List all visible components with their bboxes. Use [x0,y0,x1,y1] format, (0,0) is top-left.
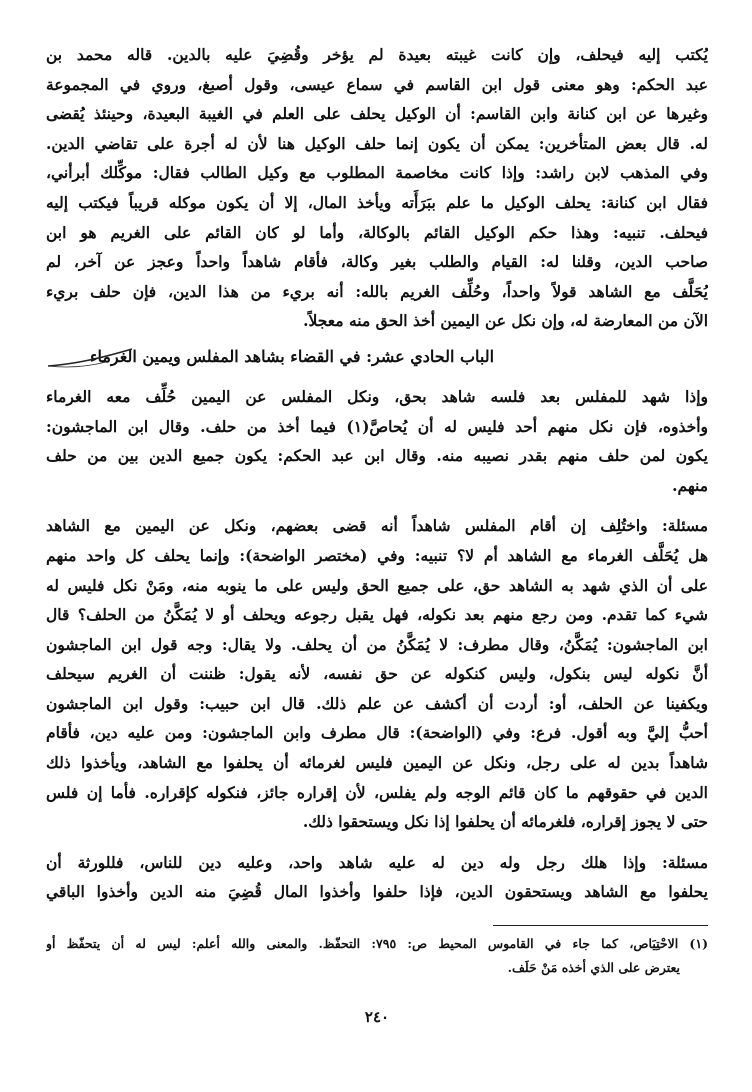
paragraph-2 [46,382,708,500]
text-line: أنَّ نكوله ليس بنكول، وليس كنكوله عن حق نفسه، لأنه يقول: ظننت أن الغريم سيحلف [46,664,708,684]
text-line: له. قال بعض المتأخرين: يمكن أن يكون إنما حلف الوكيل هنا لأن له أجرة على تقاضي الدين. [46,133,708,153]
footnote-line: يعترض على الذي أخذه مَنْ حَلَف. [507,960,680,976]
paragraph-gap [46,837,708,848]
text-line: فقال ابن كنانة: يحلف الوكيل ما علم ببَرَأَته ويأخذ المال، إلا أن يكون موكله قريباً فيكتب إليه [46,192,708,212]
text-line: حتى لا يجوز إقراره، فلغرمائه أن يحلفوا إذا نكل ويستحقوا ذلك. [302,812,708,832]
text-line: شيء كما تقدم. ومن رجع منهم بعد نكوله، فهل يقبل رجوعه ويحلف أو لا يُمَكَّنُ من الحلف؟ قال [46,605,708,625]
chapter-title: الباب الحادي عشر: في القضاء بشاهد المفلس ويمين الغرماء [89,346,495,366]
footnote [46,932,708,980]
text-line: وغيرها عن ابن كنانة وابن القاسم: أن الوكيل يحلف على العلم في الغيبة البعيدة، وحينئذ يُقضى [46,104,708,124]
text-line: يُكتب إليه فيحلف، وإن كانت غيبته بعيدة لم يؤخر وقُضِيَ عليه بالدين. قاله محمد بن [46,45,708,64]
text-line: وفي المذهب لابن راشد: وإذا كانت مخاصمة المطلوب مع وكيل الطالب فقال: موكِّلك أبرأني، [46,163,708,183]
text-line: الآن من المعارضة له، وإن نكل عن اليمين أخذ الحق منه معجلاً. [303,311,708,331]
footnote-divider [493,925,708,926]
text-line: ويكفينا عن الحلف، أو: أردت أن أكشف عن علم ذلك. قال ابن حبيب: وقول ابن الماجشون [46,693,708,713]
footnote-line: (١) الاحْتِيَاص، كما جاء في القاموس المحيط ص: ٧٩٥: التحفّظ. والمعنى والله أعلم: ليس له أن يتحفّظ أو [46,936,708,952]
text-line: أحبُّ إليَّ وبه أقول. فرع: وفي (الواضحة): قال مطرف وابن الماجشون: ومن عليه دين، فأقام [46,723,708,743]
text-line: هل يُحَلَّف الغرماء مع الشاهد أم لا؟ تنبيه: وفي (مختصر الواضحة): وإنما يحلف كل واحد منهم [46,545,708,565]
text-line: وإذا شهد للمفلس بعد فلسه شاهد بحق، ونكل المفلس عن اليمين حُلِّف معه الغرماء [46,386,708,406]
text-line: عبد الحكم: وهو معنى قول ابن القاسم في سماع عيسى، وقول أصبغ، وروي في المجموعة [46,74,708,94]
book-page [46,40,708,1070]
text-line: صاحب الدين، وقلنا له: القيام والطلب بغير وكالة، فأقام شاهداً واحداً وعجز عن آخر، لم [46,252,708,272]
paragraph-top [46,40,708,336]
text-line: على أن الذي شهد به الشاهد حق، على جميع الحق وليس على ما ينوبه منه، ومَنْ نكل فليس له [46,575,708,595]
paragraph-gap [46,500,708,511]
text-line: فيحلف. تنبيه: وهذا حكم الوكيل القائم بالوكالة، وأما لو كان القائم على الغريم هو ابن [46,222,708,242]
paragraph-3 [46,511,708,837]
text-line: مسئلة: وإذا هلك رجل وله دين له عليه شاهد واحد، وعليه دين للناس، فللورثة أن [46,852,708,872]
text-line: الدين في حقوقهم ما كان قائم الوجه ولم يفلس، لأن إقراره جائز، فنكوله كإقراره. فأما إن فلس [46,782,708,802]
page-number: ٢٤٠ [364,1008,390,1026]
flourish-ornament-icon [46,346,136,370]
chapter-heading [46,340,708,374]
text-line: شاهداً بدين له على رجل، ونكل عن اليمين فليس لغرمائه أن يحلفوا مع الشاهد، ويأخذوا ذلك [46,753,708,773]
text-line: يُحَلَّف مع الشاهد قولاً واحداً، وحُلِّف الغريم بالله: أنه بريء من هذا الدين، فإن حلف بريء [46,281,708,301]
text-line: وأخذوه، فإن نكل منهم أحد فليس له أن يُحاصَّ(١) فيما أخذ من حلف. وقال ابن الماجشون: [46,416,708,436]
text-line: يحلفوا مع الشاهد ويستحقون الدين، فإذا حلفوا وأخذوا المال قُضِيَ منه الدين وأخذوا الباقي [46,882,708,902]
paragraph-4 [46,848,708,907]
text-line: يكون لمن حلف منهم بقدر نصيبه منه. وقال ابن عبد الحكم: يكون جميع الدين بين من حلف [46,446,708,466]
text-line: منهم. [672,475,708,495]
text-line: ابن الماجشون: يُمَكَّنُ، وقال مطرف: لا يُمَكَّنُ من أن يحلف. ولا يقال: وجه قول ابن الماجشون [46,634,708,654]
text-line: مسئلة: واختُلِف إن أقام المفلس شاهداً أنه قضى بعضهم، ونكل عن اليمين مع الشاهد [46,516,708,536]
